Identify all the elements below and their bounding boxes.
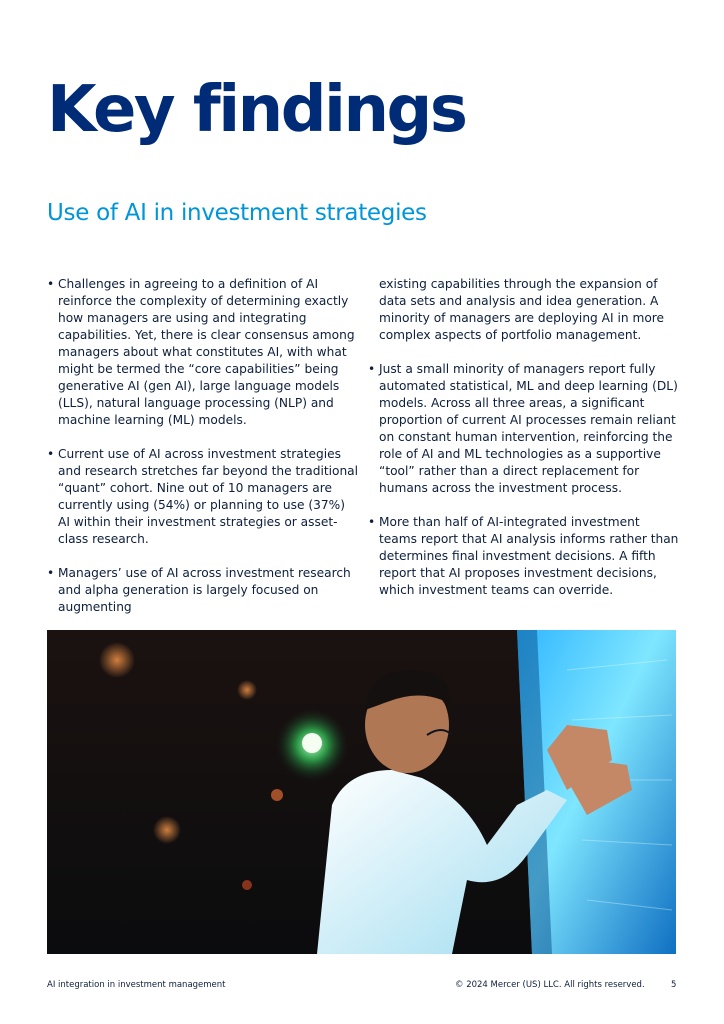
page-title: Key findings	[47, 73, 466, 147]
bullet-item: • Challenges in agreeing to a definition of AI reinforce the complexity of determining exactly how managers are using and integrating capabilities. Yet, there is clear consensus among managers about what constitutes AI, with what might be termed the “core capabilities” being generative AI (gen AI), large language models (LLS), natural language processing (NLP) and machine learning (ML) models.	[47, 276, 359, 429]
right-column	[368, 276, 680, 616]
bullet-item: • Just a small minority of managers report fully automated statistical, ML and deep learning (DL) models. Across all three areas, a significant proportion of current AI processes remain reliant on constant human intervention, reinforcing the role of AI and ML technologies as a supportive “tool” rather than a direct replacement for humans across the investment process.	[368, 361, 680, 497]
hero-photo	[47, 630, 676, 954]
photo-illustration	[47, 630, 676, 954]
footer-copyright: © 2024 Mercer (US) LLC. All rights reserved.	[455, 980, 645, 990]
bullet-continuation: existing capabilities through the expansion of data sets and analysis and idea generation. A minority of managers are deploying AI in more complex aspects of portfolio management.	[379, 277, 665, 342]
bullet-item: • Current use of AI across investment strategies and research stretches far beyond the traditional “quant” cohort. Nine out of 10 managers are currently using (54%) or planning to use (37%) AI within their investment strategies or asset-class research.	[47, 446, 359, 548]
left-column	[47, 276, 359, 633]
page-number: 5	[671, 980, 677, 990]
bullet-item: • Managers’ use of AI across investment research and alpha generation is largely focused on augmenting	[47, 565, 359, 616]
section-heading: Use of AI in investment strategies	[47, 200, 427, 226]
footer-document-title: AI integration in investment management	[47, 980, 226, 990]
bullet-item: • More than half of AI-integrated investment teams report that AI analysis informs rather than determines final investment decisions. A fifth report that AI proposes investment decisions, which investment teams can override.	[368, 514, 680, 599]
